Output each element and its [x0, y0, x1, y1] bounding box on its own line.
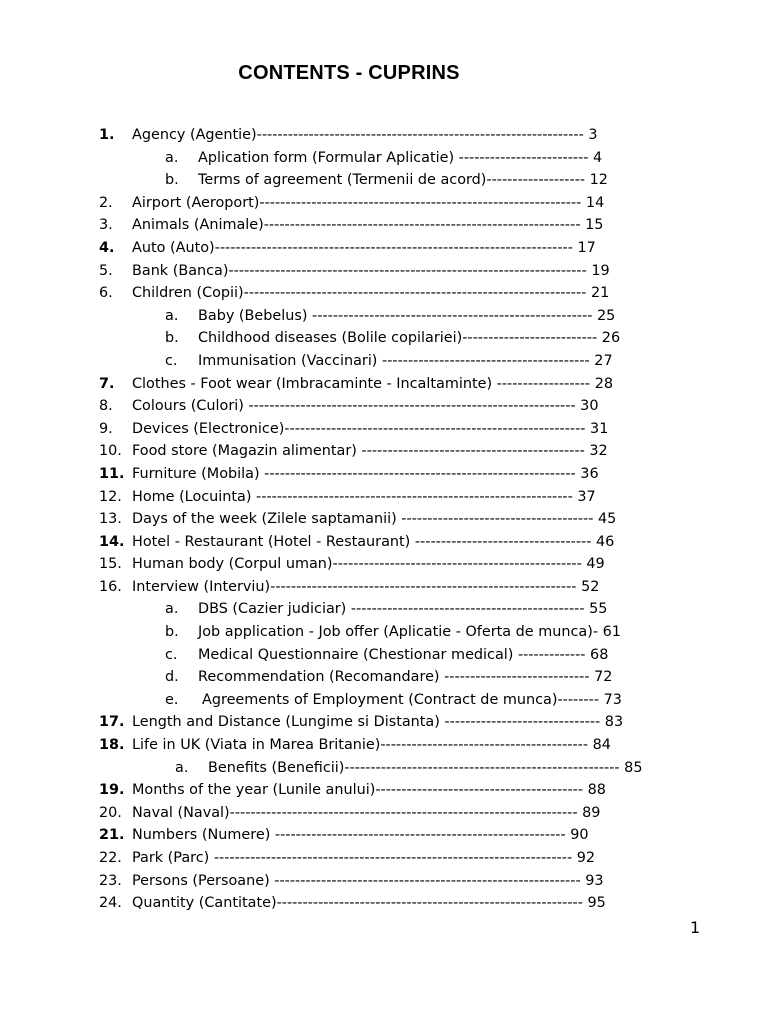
- toc-entry-number: 11.: [99, 465, 125, 482]
- toc-entry-text: Auto (Auto)--------------------------------------------------------------------- 17: [132, 239, 596, 256]
- toc-entry-text: Devices (Electronice)---------------------------------------------------------- 31: [132, 420, 609, 437]
- toc-entry-text: Life in UK (Viata in Marea Britanie)---------------------------------------- 84: [132, 737, 611, 754]
- toc-entry: [0, 395, 768, 418]
- toc-entry: [0, 553, 768, 576]
- toc-entry: [0, 531, 768, 554]
- page-number: 1: [690, 918, 701, 937]
- toc-entry-text: Furniture (Mobila) ------------------------------------------------------------ 36: [132, 465, 599, 482]
- toc-entry-number: 5.: [99, 262, 113, 279]
- toc-entry-text: Days of the week (Zilele saptamanii) ------------------------------------- 45: [132, 511, 617, 528]
- toc-entry-text: Length and Distance (Lungime si Distanta) ------------------------------ 83: [132, 714, 624, 731]
- toc-entry: [0, 892, 768, 915]
- toc-entry-text: Agency (Agentie)--------------------------------------------------------------- 3: [132, 127, 598, 143]
- toc-entry-number: 17.: [99, 714, 125, 731]
- toc-entry-number: 4.: [99, 239, 115, 256]
- toc-entry: [0, 689, 768, 712]
- toc-entry: [0, 486, 768, 509]
- toc-entry: [0, 598, 768, 621]
- toc-entry-text: Immunisation (Vaccinari) ---------------------------------------- 27: [198, 352, 613, 369]
- toc-entry-text: Human body (Corpul uman)------------------------------------------------ 49: [132, 556, 605, 573]
- toc-entry-number: 1.: [99, 127, 115, 143]
- toc-entry: [0, 169, 768, 192]
- toc-entry-text: Home (Locuinta) ------------------------------------------------------------- 37: [132, 488, 596, 505]
- toc-entry-number: 7.: [99, 375, 115, 392]
- toc-entry-number: 23.: [99, 872, 122, 889]
- toc-entry-number: 19.: [99, 782, 125, 799]
- toc-entry: [0, 734, 768, 757]
- toc-entry: [0, 644, 768, 667]
- toc-entry-number: 21.: [99, 827, 125, 844]
- toc-entry: [0, 711, 768, 734]
- toc-entry-text: Animals (Animale)------------------------------------------------------------- 15: [132, 217, 604, 234]
- toc-entry: [0, 237, 768, 260]
- toc-entry: [0, 824, 768, 847]
- toc-entry-text: Clothes - Foot wear (Imbracaminte - Incaltaminte) ------------------ 28: [132, 375, 614, 392]
- toc-entry-number: b.: [165, 624, 179, 641]
- toc-entry-text: Terms of agreement (Termenii de acord)------------------- 12: [198, 172, 608, 189]
- toc-entry-number: 12.: [99, 488, 122, 505]
- toc-entry-text: Park (Parc) --------------------------------------------------------------------- 92: [132, 850, 596, 866]
- toc-entry-number: 14.: [99, 533, 125, 550]
- toc-entry-text: Childhood diseases (Bolile copilariei)-------------------------- 26: [198, 330, 621, 347]
- toc-entry: [0, 621, 768, 644]
- toc-entry: [0, 847, 768, 870]
- toc-entry: [0, 124, 768, 147]
- toc-entry-text: Recommendation (Recomandare) ---------------------------- 72: [198, 669, 613, 686]
- toc-entry-text: Bank (Banca)--------------------------------------------------------------------- 19: [132, 262, 610, 279]
- toc-entry-number: 10.: [99, 443, 122, 460]
- toc-entry: [0, 282, 768, 305]
- toc-entry-number: c.: [165, 646, 178, 663]
- toc-entry-number: a.: [165, 149, 179, 166]
- toc-entry-text: Airport (Aeroport)-------------------------------------------------------------- 14: [132, 194, 605, 211]
- toc-entry: [0, 757, 768, 780]
- toc-entry: [0, 147, 768, 170]
- toc-entry: [0, 870, 768, 893]
- toc-entry: [0, 418, 768, 441]
- toc-entry-number: c.: [165, 352, 178, 369]
- toc-entry-number: 13.: [99, 511, 122, 528]
- toc-entry-number: 8.: [99, 398, 113, 415]
- toc-entry: [0, 214, 768, 237]
- toc-entry-number: b.: [165, 172, 179, 189]
- toc-entry: [0, 260, 768, 283]
- toc-entry-text: Hotel - Restaurant (Hotel - Restaurant) ---------------------------------- 46: [132, 533, 615, 550]
- toc-entry-text: Interview (Interviu)----------------------------------------------------------- 52: [132, 578, 600, 595]
- toc-entry: [0, 779, 768, 802]
- toc-entry: [0, 350, 768, 373]
- toc-entry-number: 16.: [99, 578, 122, 595]
- toc-entry-text: Job application - Job offer (Aplicatie - Oferta de munca)- 61: [198, 624, 621, 641]
- toc-entry: [0, 802, 768, 825]
- toc-entry-text: Agreements of Employment (Contract de munca)-------- 73: [202, 691, 622, 708]
- toc-entry-number: a.: [165, 307, 179, 324]
- toc-entry-text: Naval (Naval)------------------------------------------------------------------- 89: [132, 804, 601, 821]
- toc-entry-number: 9.: [99, 420, 113, 437]
- toc-entry: [0, 463, 768, 486]
- toc-entry-number: 20.: [99, 804, 122, 821]
- toc-entry-number: 22.: [99, 850, 122, 866]
- toc-entry-number: 3.: [99, 217, 113, 234]
- toc-entry: [0, 327, 768, 350]
- toc-entry-number: a.: [175, 759, 189, 776]
- toc-entry: [0, 508, 768, 531]
- page-title: CONTENTS - CUPRINS: [238, 62, 460, 84]
- toc-entry: [0, 440, 768, 463]
- toc-entry-text: Numbers (Numere) -------------------------------------------------------- 90: [132, 827, 589, 844]
- toc-entry-text: Months of the year (Lunile anului)---------------------------------------- 88: [132, 782, 606, 799]
- toc-entry-text: Quantity (Cantitate)----------------------------------------------------------- 95: [132, 895, 606, 912]
- toc-entry-text: Baby (Bebelus) ------------------------------------------------------ 25: [198, 307, 616, 324]
- toc-entry-number: d.: [165, 669, 179, 686]
- toc-entry-text: Children (Copii)------------------------------------------------------------------ 21: [132, 285, 610, 302]
- toc-entry-text: Aplication form (Formular Aplicatie) ------------------------- 4: [198, 149, 603, 166]
- toc-entry-number: 2.: [99, 194, 113, 211]
- toc-entry-number: e.: [165, 691, 179, 708]
- table-of-contents: [0, 124, 768, 915]
- toc-entry: [0, 305, 768, 328]
- toc-entry-number: 6.: [99, 285, 113, 302]
- toc-entry-number: b.: [165, 330, 179, 347]
- toc-entry-number: a.: [165, 601, 179, 618]
- toc-entry: [0, 576, 768, 599]
- toc-entry-number: 24.: [99, 895, 122, 912]
- toc-entry: [0, 373, 768, 396]
- toc-entry-text: Medical Questionnaire (Chestionar medical) ------------- 68: [198, 646, 609, 663]
- toc-entry-text: Food store (Magazin alimentar) ------------------------------------------- 32: [132, 443, 608, 460]
- toc-entry-number: 15.: [99, 556, 122, 573]
- toc-entry-text: Colours (Culori) --------------------------------------------------------------- 30: [132, 398, 599, 415]
- toc-entry: [0, 192, 768, 215]
- toc-entry-number: 18.: [99, 737, 125, 754]
- toc-entry-text: Persons (Persoane) ----------------------------------------------------------- 93: [132, 872, 604, 889]
- toc-entry: [0, 666, 768, 689]
- toc-entry-text: DBS (Cazier judiciar) --------------------------------------------- 55: [198, 601, 608, 618]
- toc-entry-text: Benefits (Beneficii)----------------------------------------------------- 85: [208, 759, 643, 776]
